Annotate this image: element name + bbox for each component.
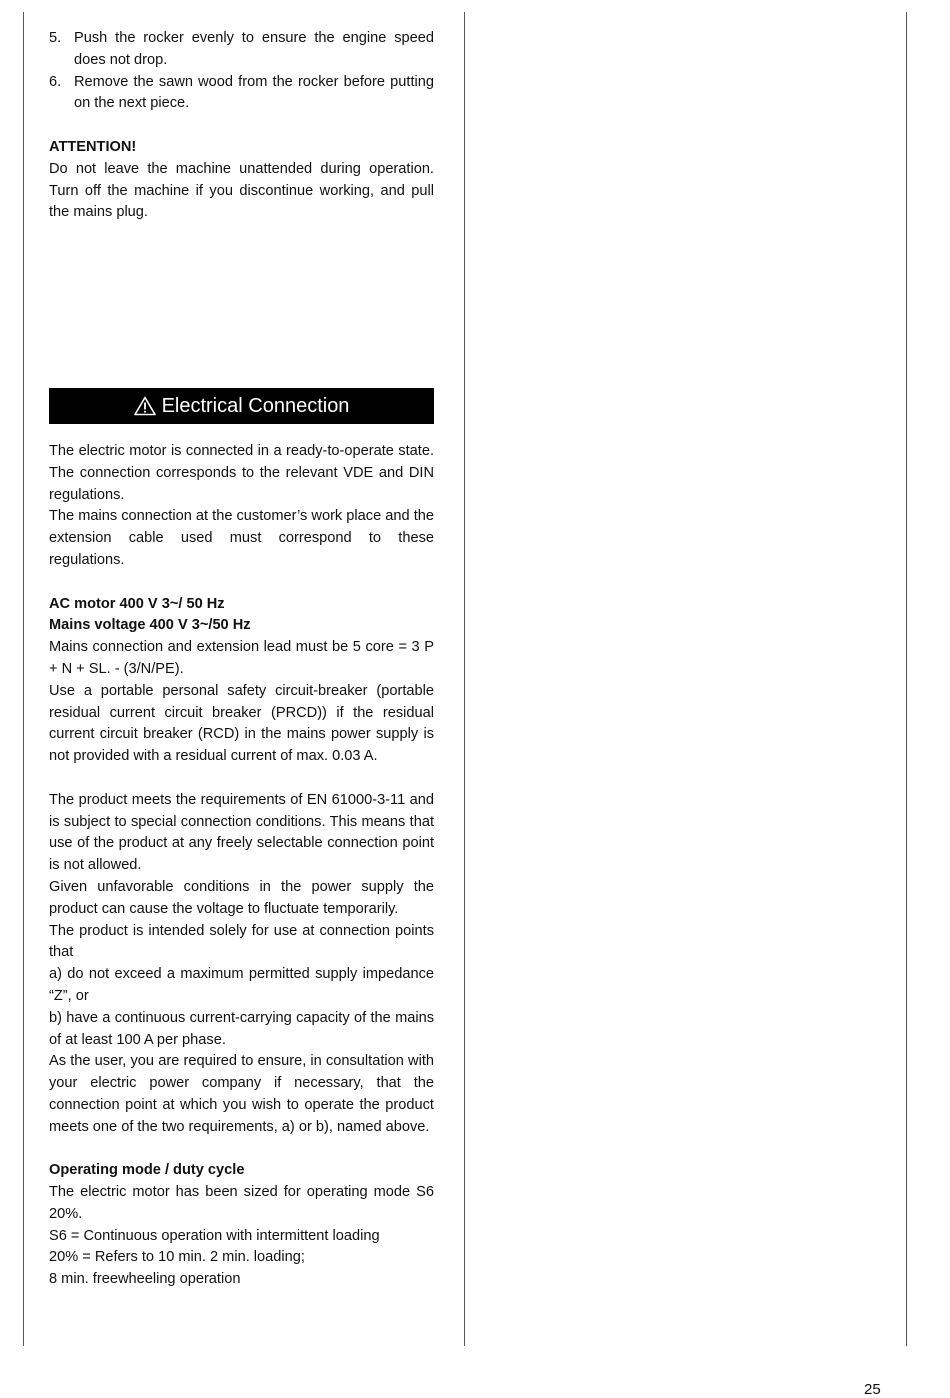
paragraph: The electric motor has been sized for operating mode S6 20%.: [49, 1184, 434, 1222]
page-number: 25: [864, 1381, 881, 1398]
step-number: 5.: [49, 30, 62, 46]
step-text: Push the rocker evenly to ensure the engine speed does not drop.: [74, 30, 434, 68]
section-heading: [49, 388, 434, 424]
body-text-block: [49, 441, 434, 1291]
warning-triangle-icon: [134, 396, 156, 416]
center-column-rule: [464, 12, 465, 1346]
list-item: [49, 28, 434, 72]
operating-mode-title: Operating mode / duty cycle: [49, 1162, 245, 1179]
step-list: [49, 28, 434, 115]
ac-motor-label: AC motor 400 V 3~/ 50 Hz: [49, 595, 225, 612]
paragraph: As the user, you are required to ensure, in consultation with your electric power company if necessary, that the connection point at which you wish to operate the product meets one of the two requirements, a) or b), named above.: [49, 1053, 434, 1135]
paragraph: The product meets the requirements of EN 61000-3-11 and is subject to special connection conditions. This means that use of the product at any freely selectable connection point is not allowed.: [49, 791, 434, 874]
attention-text: Do not leave the machine unattended during operation. Turn off the machine if you discontinue working, and pull the mains plug.: [49, 160, 434, 221]
paragraph: 8 min. freewheeling operation: [49, 1271, 241, 1288]
left-margin-rule: [23, 12, 24, 1346]
paragraph: b) have a continuous current-carrying capacity of the mains of at least 100 A per phase.: [49, 1009, 434, 1048]
section-title: Electrical Connection: [161, 394, 350, 417]
list-item: [49, 72, 434, 116]
paragraph: a) do not exceed a maximum permitted supply impedance “Z”, or: [49, 966, 434, 1004]
paragraph: Given unfavorable conditions in the power supply the product can cause the voltage to fluctuate temporarily.: [49, 878, 434, 917]
paragraph: Use a portable personal safety circuit-breaker (portable residual current circuit breaker (PRCD)) if the residual current circuit breaker (RCD) in the mains power supply is not provided with a residual current of max. 0.03 A.: [49, 682, 434, 765]
paragraph: The product is intended solely for use at connection points that: [49, 922, 434, 961]
paragraph: The electric motor is connected in a ready-to-operate state. The connection corresponds to the relevant VDE and DIN regulations.: [49, 443, 434, 503]
paragraph: 20% = Refers to 10 min. 2 min. loading;: [49, 1249, 305, 1266]
top-text-block: [49, 28, 434, 224]
attention-title: ATTENTION!: [49, 138, 137, 155]
step-number: 6.: [49, 73, 62, 90]
step-text: Remove the sawn wood from the rocker before putting on the next piece.: [74, 73, 434, 112]
right-margin-rule: [906, 12, 907, 1346]
paragraph: Mains connection and extension lead must be 5 core = 3 P + N + SL. - (3/N/PE).: [49, 639, 434, 677]
paragraph: S6 = Continuous operation with intermittent loading: [49, 1227, 380, 1244]
mains-voltage-label: Mains voltage 400 V 3~/50 Hz: [49, 617, 251, 634]
paragraph: The mains connection at the customer’s work place and the extension cable used must correspond to these regulations.: [49, 508, 434, 568]
